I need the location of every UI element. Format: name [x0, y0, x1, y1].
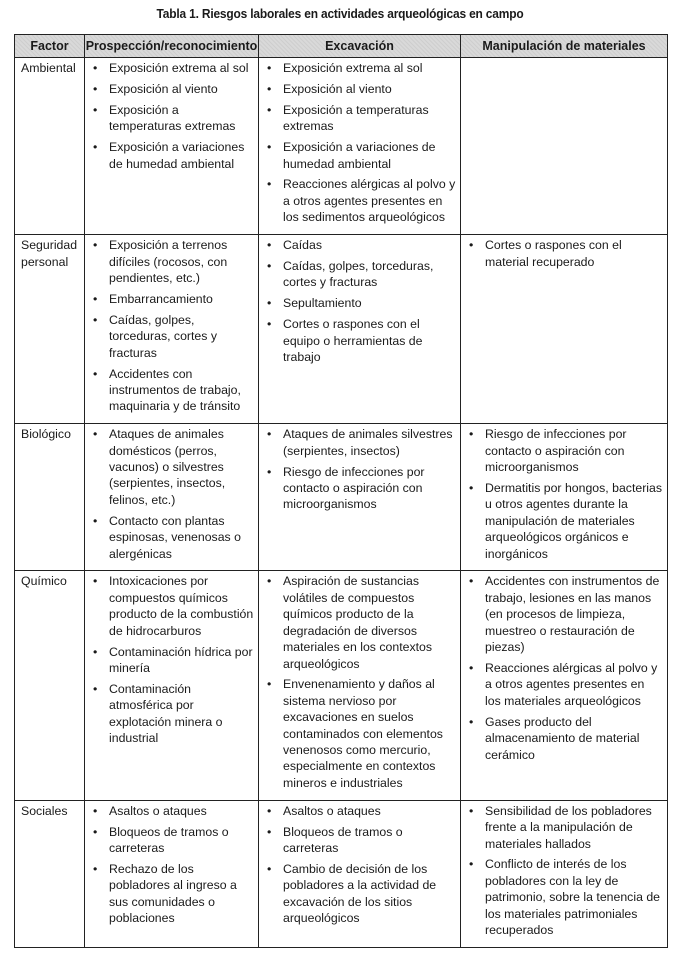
prospeccion-list [90, 60, 254, 172]
table-row [15, 235, 668, 424]
prospeccion-cell [85, 58, 259, 235]
header-factor: Factor [15, 35, 85, 58]
list-item: • Conflicto de interés de los pobladores con la ley de patrimonio, sobre la tenencia de los materiales patrimoniales recuperados [466, 856, 663, 938]
manipulacion-list [466, 237, 663, 270]
list-item: • Envenenamiento y daños al sistema nervioso por excavaciones en suelos contaminados con elementos venenosos como mercurio, especialmente en contextos mineros e industriales [264, 676, 456, 791]
list-item: • Exposición a temperaturas extremas [90, 102, 254, 135]
list-item: • Intoxicaciones por compuestos químicos producto de la combustión de hidrocarburos [90, 573, 254, 639]
excavacion-cell [259, 235, 461, 424]
list-item: • Dermatitis por hongos, bacterias u otros agentes durante la manipulación de materiales arqueológicos orgánicos e inorgánicos [466, 480, 663, 562]
list-item: • Contaminación atmosférica por explotación minera o industrial [90, 681, 254, 747]
factor-cell: Ambiental [15, 58, 85, 235]
list-item: • Exposición a variaciones de humedad ambiental [264, 139, 456, 172]
list-item: • Cambio de decisión de los pobladores a la actividad de excavación de los sitios arqueológicos [264, 861, 456, 927]
list-item: • Contacto con plantas espinosas, venenosas o alergénicas [90, 513, 254, 562]
list-item: • Sensibilidad de los pobladores frente a la manipulación de materiales hallados [466, 803, 663, 852]
header-manipulacion: Manipulación de materiales [461, 35, 668, 58]
prospeccion-cell [85, 571, 259, 800]
list-item: • Gases producto del almacenamiento de material cerámico [466, 714, 663, 763]
manipulacion-list [466, 803, 663, 939]
list-item: • Rechazo de los pobladores al ingreso a sus comunidades o poblaciones [90, 861, 254, 927]
excavacion-list [264, 426, 456, 513]
list-item: • Aspiración de sustancias volátiles de compuestos químicos producto de la degradación de diversos materiales en los contextos arqueológicos [264, 573, 456, 671]
excavacion-list [264, 803, 456, 927]
list-item: • Asaltos o ataques [264, 803, 456, 819]
prospeccion-list [90, 803, 254, 927]
table-row [15, 800, 668, 947]
list-item: • Exposición extrema al sol [264, 60, 456, 76]
excavacion-cell [259, 424, 461, 571]
manipulacion-cell [461, 235, 668, 424]
list-item: • Contaminación hídrica por minería [90, 644, 254, 677]
manipulacion-cell [461, 58, 668, 235]
header-excavacion: Excavación [259, 35, 461, 58]
list-item: • Caídas, golpes, torceduras, cortes y fracturas [264, 258, 456, 291]
manipulacion-list [466, 573, 663, 762]
manipulacion-cell [461, 424, 668, 571]
excavacion-cell [259, 58, 461, 235]
prospeccion-list [90, 573, 254, 746]
list-item: • Sepultamiento [264, 295, 456, 311]
prospeccion-list [90, 426, 254, 562]
list-item: • Exposición a temperaturas extremas [264, 102, 456, 135]
risk-table [14, 34, 668, 948]
table-row [15, 58, 668, 235]
list-item: • Cortes o raspones con el material recuperado [466, 237, 663, 270]
list-item: • Exposición al viento [264, 81, 456, 97]
list-item: • Exposición a terrenos difíciles (rocosos, con pendientes, etc.) [90, 237, 254, 286]
list-item: • Accidentes con instrumentos de trabajo, lesiones en las manos (en procesos de limpieza, muestreo o restauración de piezas) [466, 573, 663, 655]
list-item: • Reacciones alérgicas al polvo y a otros agentes presentes en los sedimentos arqueológicos [264, 176, 456, 225]
factor-cell: Biológico [15, 424, 85, 571]
list-item: • Riesgo de infecciones por contacto o aspiración con microorganismos [466, 426, 663, 475]
list-item: • Bloqueos de tramos o carreteras [264, 824, 456, 857]
list-item: • Caídas, golpes, torceduras, cortes y fracturas [90, 312, 254, 361]
list-item: • Exposición al viento [90, 81, 254, 97]
list-item: • Exposición a variaciones de humedad ambiental [90, 139, 254, 172]
table-title: Tabla 1. Riesgos laborales en actividades arqueológicas en campo [156, 6, 524, 21]
excavacion-list [264, 60, 456, 226]
excavacion-list [264, 573, 456, 791]
prospeccion-cell [85, 424, 259, 571]
excavacion-list [264, 237, 456, 365]
prospeccion-list [90, 237, 254, 415]
list-item: • Asaltos o ataques [90, 803, 254, 819]
factor-cell: Químico [15, 571, 85, 800]
list-item: • Riesgo de infecciones por contacto o aspiración con microorganismos [264, 464, 456, 513]
header-row [15, 35, 668, 58]
list-item: • Ataques de animales silvestres (serpientes, insectos) [264, 426, 456, 459]
header-prospeccion: Prospección/reconocimiento [85, 35, 259, 58]
manipulacion-cell [461, 800, 668, 947]
list-item: • Reacciones alérgicas al polvo y a otros agentes presentes en los materiales arqueológicos [466, 660, 663, 709]
manipulacion-cell [461, 571, 668, 800]
prospeccion-cell [85, 800, 259, 947]
list-item: • Cortes o raspones con el equipo o herramientas de trabajo [264, 316, 456, 365]
list-item: • Embarrancamiento [90, 291, 254, 307]
manipulacion-list [466, 426, 663, 562]
excavacion-cell [259, 800, 461, 947]
list-item: • Accidentes con instrumentos de trabajo, maquinaria y de tránsito [90, 366, 254, 415]
table-row [15, 424, 668, 571]
list-item: • Ataques de animales domésticos (perros, vacunos) o silvestres (serpientes, insectos, felinos, etc.) [90, 426, 254, 508]
prospeccion-cell [85, 235, 259, 424]
list-item: • Exposición extrema al sol [90, 60, 254, 76]
factor-cell: Sociales [15, 800, 85, 947]
list-item: • Caídas [264, 237, 456, 253]
table-row [15, 571, 668, 800]
factor-cell: Seguridad personal [15, 235, 85, 424]
list-item: • Bloqueos de tramos o carreteras [90, 824, 254, 857]
excavacion-cell [259, 571, 461, 800]
